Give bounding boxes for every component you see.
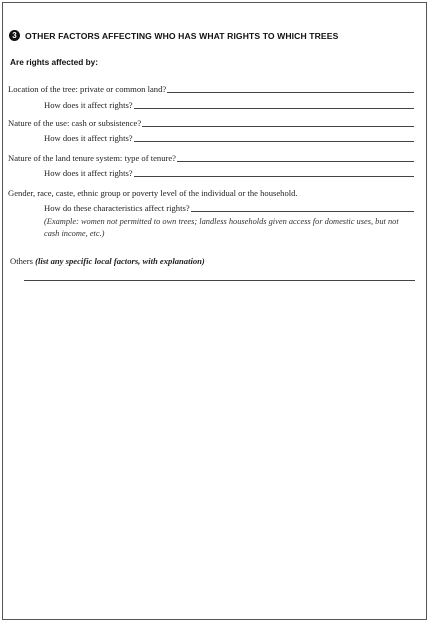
others-label: Others — [10, 256, 33, 266]
question-label: How does it affect rights? — [44, 100, 133, 110]
question-label: How does it affect rights? — [44, 168, 133, 178]
answer-line-use[interactable] — [142, 126, 414, 127]
question-tenure — [8, 153, 414, 163]
question-gender-race — [8, 188, 414, 198]
answer-line-location-effect[interactable] — [134, 108, 414, 109]
subheading: Are rights affected by: — [10, 57, 99, 67]
question-label: How do these characteristics affect rights? — [44, 203, 190, 213]
answer-line-others[interactable] — [24, 280, 415, 281]
question-use — [8, 118, 414, 128]
question-characteristics-effect — [44, 203, 414, 213]
answer-line-location[interactable] — [167, 92, 414, 93]
answer-line-tenure[interactable] — [177, 161, 414, 162]
example-note: (Example: women not permitted to own trees; landless households given access for domestic uses, but not cash income, etc.) — [44, 217, 399, 238]
question-label: How does it affect rights? — [44, 133, 133, 143]
question-label: Nature of the land tenure system: type of tenure? — [8, 153, 176, 163]
others-instruction: (list any specific local factors, with explanation) — [35, 256, 205, 266]
question-label: Gender, race, caste, ethnic group or poverty level of the individual or the household. — [8, 188, 298, 198]
answer-line-use-effect[interactable] — [134, 141, 414, 142]
section-heading — [9, 30, 338, 41]
question-tenure-effect — [44, 168, 414, 178]
answer-line-tenure-effect[interactable] — [134, 176, 414, 177]
question-location-effect — [44, 100, 414, 110]
question-use-effect — [44, 133, 414, 143]
others-prompt — [10, 256, 205, 266]
section-title: OTHER FACTORS AFFECTING WHO HAS WHAT RIGHTS TO WHICH TREES — [25, 30, 339, 41]
page-frame — [2, 2, 427, 620]
answer-line-characteristics-effect[interactable] — [191, 211, 414, 212]
question-label: Nature of the use: cash or subsistence? — [8, 118, 142, 128]
question-location — [8, 84, 414, 94]
section-number-badge: 3 — [9, 30, 20, 41]
question-label: Location of the tree: private or common land? — [8, 84, 167, 94]
